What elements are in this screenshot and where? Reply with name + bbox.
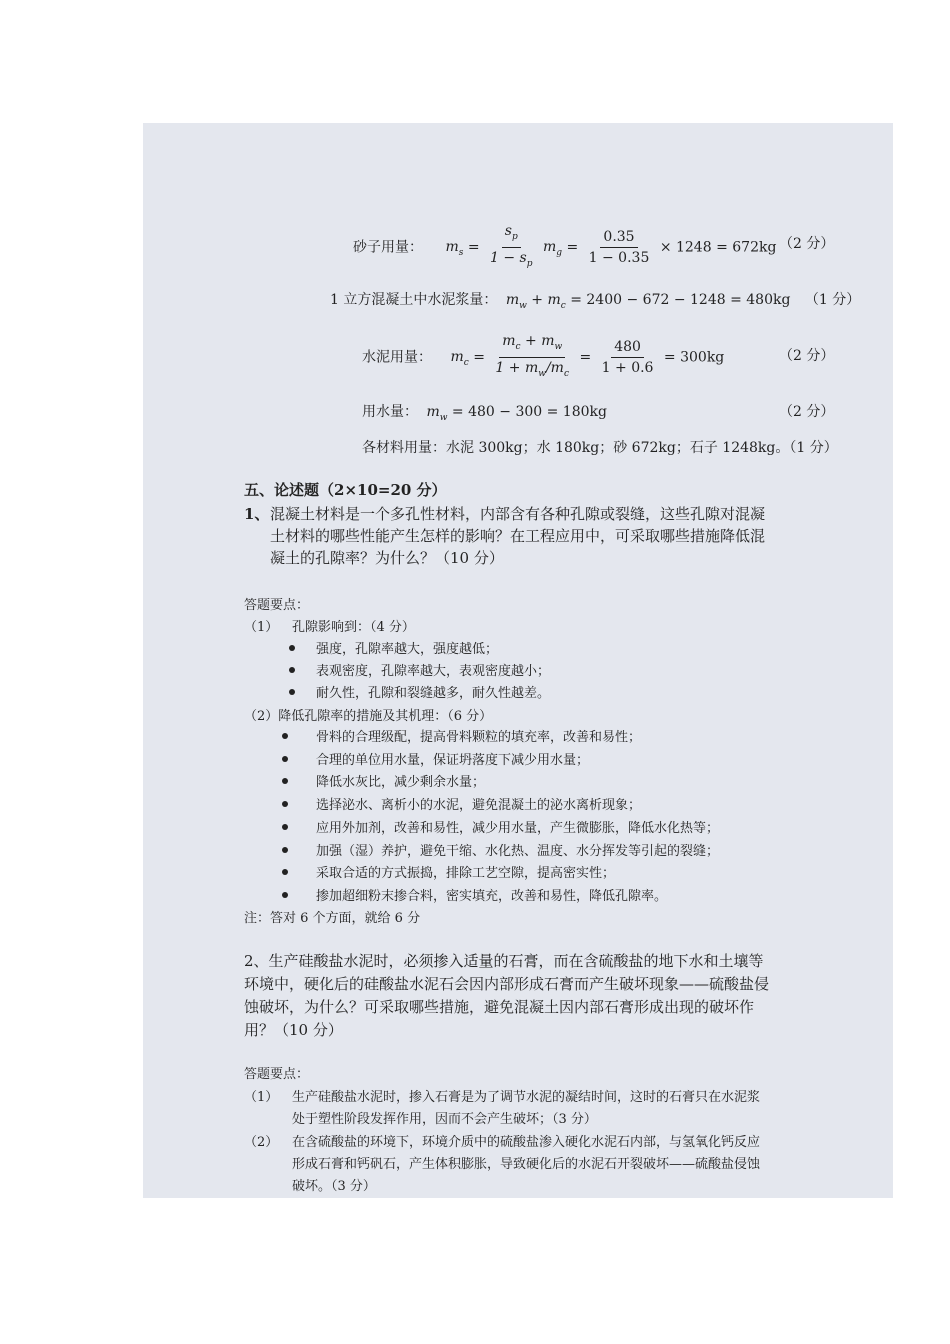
bullet-icon — [289, 689, 295, 695]
bullet-icon — [282, 756, 288, 762]
q1-part1-item: 强度，孔隙率越大，强度越低； — [316, 642, 499, 657]
q2-item1-label: （1） — [244, 1090, 279, 1105]
sand-fraction: $\frac{s_p}{1 - s_p}$ — [490, 223, 533, 269]
sand-result: × 1248 = 672kg — [659, 239, 777, 256]
bullet-icon — [282, 869, 288, 875]
q1-part2-item: 采取合适的方式振捣，排除工艺空隙，提高密实性； — [316, 866, 616, 881]
water-score: （2 分） — [779, 404, 835, 420]
q2-answer-heading: 答题要点： — [244, 1067, 310, 1082]
water-calc-line: 用水量： $m_w = 480 - 300 = 180kg$ — [362, 404, 607, 423]
cement-result: = 300kg — [663, 349, 725, 366]
paste-score: （1 分） — [804, 292, 861, 308]
bullet-icon — [289, 667, 295, 673]
q1-part1-item: 表观密度，孔隙率越大，表观密度越小； — [316, 664, 551, 679]
q1-line-1: 混凝土材料是一个多孔性材料，内部含有各种孔隙或裂缝，这些孔隙对混凝 — [270, 505, 766, 523]
q2-line-4: 用？（10 分） — [244, 1021, 343, 1039]
q1-part2-item: 应用外加剂，改善和易性，减少用水量，产生微膨胀，降低水化热等； — [316, 821, 720, 836]
cement-value-fraction: $\frac{480}{1 + 0.6}$ — [601, 338, 654, 376]
bullet-icon — [289, 645, 295, 651]
q2-item1-line-2: 处于塑性阶段发挥作用，因而不会产生破坏；（3 分） — [292, 1112, 597, 1127]
cement-fraction: $\frac{m_c + m_w}{1 + m_w/m_c}$ — [495, 333, 570, 379]
cement-score: （2 分） — [779, 348, 835, 364]
sand-score: （2 分） — [779, 236, 835, 252]
q1-line-2: 土材料的哪些性能产生怎样的影响？在工程应用中，可采取哪些措施降低混 — [270, 527, 766, 545]
q2-line-2: 环境中，硬化后的硅酸盐水泥石会因内部形成石膏而产生破坏现象——硫酸盐侵 — [244, 975, 770, 993]
q1-part2-item: 加强（湿）养护，避免干缩、水化热、温度、水分挥发等引起的裂缝； — [316, 844, 720, 859]
q1-note: 注：答对 6 个方面，就给 6 分 — [244, 911, 421, 926]
bullet-icon — [282, 801, 288, 807]
q2-item2-label: （2） — [244, 1135, 279, 1150]
q1-line-3: 凝土的孔隙率？为什么？（10 分） — [270, 549, 504, 567]
bullet-icon — [282, 733, 288, 739]
q2-item2-line-1: 在含硫酸盐的环境下，环境介质中的硫酸盐渗入硬化水泥石内部，与氢氧化钙反应 — [292, 1135, 761, 1150]
q1-part2-item: 选择泌水、离析小的水泥，避免混凝土的泌水离析现象； — [316, 798, 642, 813]
paste-result: = 2400 − 672 − 1248 = 480kg — [570, 292, 791, 308]
paste-calc-line: 1 立方混凝土中水泥浆量： $m_w + m_c = 2400 - 672 - 1248 = 480kg$ （1 分） — [330, 292, 861, 311]
q1-part1-item: 耐久性，孔隙和裂缝越多，耐久性越差。 — [316, 686, 551, 701]
bullet-icon — [282, 847, 288, 853]
water-label: 用水量： — [362, 404, 418, 420]
bullet-icon — [282, 892, 288, 898]
q1-answer-heading: 答题要点： — [244, 598, 310, 613]
sand-value-fraction: $\frac{0.35}{1 - 0.35}$ — [588, 228, 650, 266]
paste-label: 1 立方混凝土中水泥浆量： — [330, 292, 498, 308]
bullet-icon — [282, 824, 288, 830]
q2-item2-line-2: 形成石膏和钙矾石，产生体积膨胀，导致硬化后的水泥石开裂破坏——硫酸盐侵蚀 — [292, 1157, 761, 1172]
q2-line-3: 蚀破坏，为什么？可采取哪些措施，避免混凝土因内部石膏形成出现的破坏作 — [244, 998, 755, 1016]
q2-item2-line-3: 破坏。（3 分） — [292, 1179, 376, 1194]
q1-part2-title: （2）降低孔隙率的措施及其机理：（6 分） — [244, 709, 493, 724]
section-heading: 五、论述题（2×10=20 分） — [244, 481, 447, 499]
cement-label: 水泥用量： — [362, 349, 432, 366]
q1-part2-item: 合理的单位用水量，保证坍落度下减少用水量； — [316, 753, 590, 768]
sand-calc-line: 砂子用量： $m_s$ = $\frac{s_p}{1 - s_p}$ $m_g$ = $\frac{0.35}{1 - 0.35}$ × 1248 = 672kg — [353, 222, 776, 273]
cement-calc-line: 水泥用量： $m_c$ = $\frac{m_c + m_w}{1 + m_w/m_c}$ = $\frac{480}{1 + 0.6}$ = 300kg — [362, 332, 724, 383]
q1-part2-item: 骨料的合理级配，提高骨料颗粒的填充率，改善和易性； — [316, 730, 642, 745]
q1-part2-item: 掺加超细粉末掺合料，密实填充，改善和易性，降低孔隙率。 — [316, 889, 668, 904]
q2-line-1: 2、生产硅酸盐水泥时，必须掺入适量的石膏，而在含硫酸盐的地下水和土壤等 — [244, 952, 764, 970]
materials-summary: 各材料用量：水泥 300kg；水 180kg；砂 672kg；石子 1248kg。（1 分） — [362, 440, 838, 456]
q1-part2-item: 降低水灰比，减少剩余水量； — [316, 775, 486, 790]
sand-label: 砂子用量： — [353, 239, 423, 256]
bullet-icon — [282, 778, 288, 784]
q1-part1-label: （1） — [244, 620, 279, 635]
q1-number: 1、 — [244, 505, 270, 523]
sand-lhs: $m_s$ — [445, 239, 464, 259]
q1-part1-title: 孔隙影响到：（4 分） — [292, 620, 415, 635]
q2-item1-line-1: 生产硅酸盐水泥时，掺入石膏是为了调节水泥的凝结时间，这时的石膏只在水泥浆 — [292, 1090, 761, 1105]
water-result: = 480 − 300 = 180kg — [451, 404, 607, 420]
